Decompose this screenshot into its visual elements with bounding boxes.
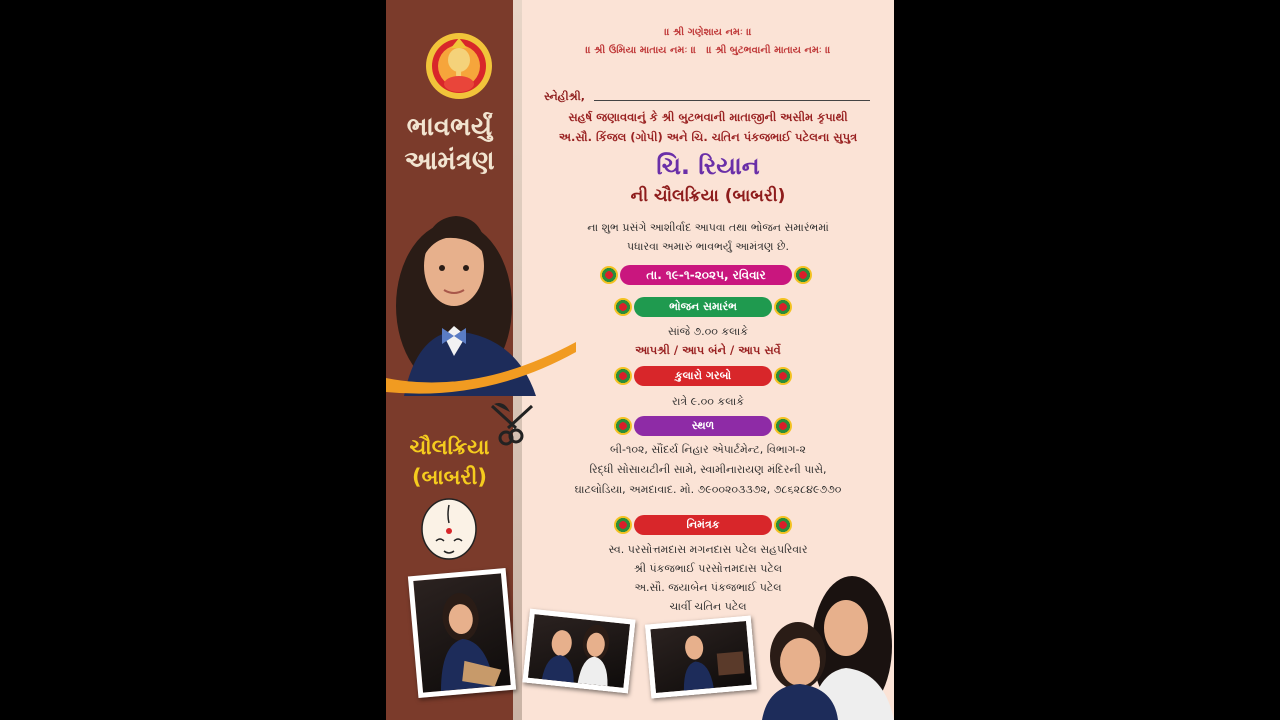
venue-line3: ઘાટલોડિયા, અમદાવાદ. મો. ૭૯૦૦૨૦૩૩૭૨, ૭૮૬૨૮૪૯૭૭૦ xyxy=(574,483,842,496)
side-title-line2: આમંત્રણ xyxy=(404,146,495,176)
bhojan-pill: ભોજન સમારંભ xyxy=(634,297,772,317)
ceremony-title: ની ચૌલક્રિયા (બાબરી) xyxy=(630,186,786,206)
side-ceremony-line1: ચૌલક્રિયા xyxy=(409,435,490,459)
ornament-left-icon xyxy=(614,417,632,435)
photo-boy-sitting-figure xyxy=(413,573,510,692)
photo-siblings-cutout xyxy=(754,576,894,720)
photo-boy-standing-figure xyxy=(650,621,751,693)
photo-boy-sitting xyxy=(408,568,516,698)
salutation-line xyxy=(594,100,870,101)
photo-siblings xyxy=(522,609,635,694)
side-ceremony xyxy=(386,432,513,492)
bhojan-time: સાંજે ૭.૦૦ કલાકે xyxy=(668,325,748,338)
intro-line2: અ.સૌ. કિંજલ (ગોપી) અને ચિ. ચતિન પંકજભાઈ પટેલના સુપુત્ર xyxy=(558,130,858,144)
host-line1: સ્વ. પરસોત્તમદાસ મગનદાસ પટેલ સહપરિવાર xyxy=(608,543,808,556)
ornament-right-icon xyxy=(774,367,792,385)
venue-pill: સ્થળ xyxy=(634,416,772,436)
date-pill: તા. ૧૯-૧-૨૦૨૫, રવિવાર xyxy=(620,265,792,285)
ornament-right-icon xyxy=(774,516,792,534)
ornament-right-icon xyxy=(794,266,812,284)
host-pill: નિમંત્રક xyxy=(634,515,772,535)
host-line4: ચાર્વી ચતિન પટેલ xyxy=(669,600,747,613)
garbo-pill: કુલારો ગરબો xyxy=(634,366,772,386)
ornament-left-icon xyxy=(600,266,618,284)
side-ceremony-line2: (બાબરી) xyxy=(412,465,487,489)
host-line3: અ.સૌ. જયાબેન પંકજભાઈ પટેલ xyxy=(634,581,782,594)
photo-siblings-figure xyxy=(528,614,630,688)
bhojan-guests: આપશ્રી / આપ બંને / આપ સર્વે xyxy=(635,343,781,357)
salutation: સ્નેહીશ્રી, xyxy=(544,90,585,103)
ornament-right-icon xyxy=(774,298,792,316)
shaved-head-icon xyxy=(418,495,480,567)
invitation-card xyxy=(386,0,894,720)
side-title-line1: ભાવભર્યું xyxy=(406,112,493,142)
host-line2: શ્રી પંકજભાઈ પરસોત્તમદાસ પટેલ xyxy=(633,562,783,575)
intro-line1: સહર્ષ જણાવવાનું કે શ્રી બુટભવાની માતાજીની અસીમ કૃપાથી xyxy=(568,110,848,124)
ganesha-icon xyxy=(424,30,494,102)
child-name: ચિ. રિયાન xyxy=(656,152,760,180)
invite-line1: ના શુભ પ્રસંગે આશીર્વાદ આપવા તથા ભોજન સમારંભમાં xyxy=(587,221,829,234)
venue-line2: રિદ્ધી સોસાયટીની સામે, સ્વામીનારાયણ મંદિરની પાસે, xyxy=(589,463,827,476)
header-line1: ॥ શ્રી ગણેશાય નમઃ ॥ xyxy=(664,27,752,38)
boy-portrait xyxy=(386,186,576,396)
ornament-left-icon xyxy=(614,298,632,316)
ornament-left-icon xyxy=(614,516,632,534)
garbo-time: રાત્રે ૯.૦૦ કલાકે xyxy=(672,395,744,408)
side-title xyxy=(386,110,513,178)
venue-line1: બી-૧૦૨, સૌંદર્ય નિહાર એપાર્ટમેન્ટ, વિભાગ-૨ xyxy=(610,443,806,456)
photo-boy-standing xyxy=(645,616,757,699)
invite-line2: પધારવા અમારું ભાવભર્યું આમંત્રણ છે. xyxy=(626,240,790,253)
ornament-left-icon xyxy=(614,367,632,385)
ornament-right-icon xyxy=(774,417,792,435)
header-line2: ॥ શ્રી ઉમિયા માતાય નમઃ ॥ ॥ શ્રી બુટભવાની માતાય નમઃ ॥ xyxy=(585,45,831,56)
